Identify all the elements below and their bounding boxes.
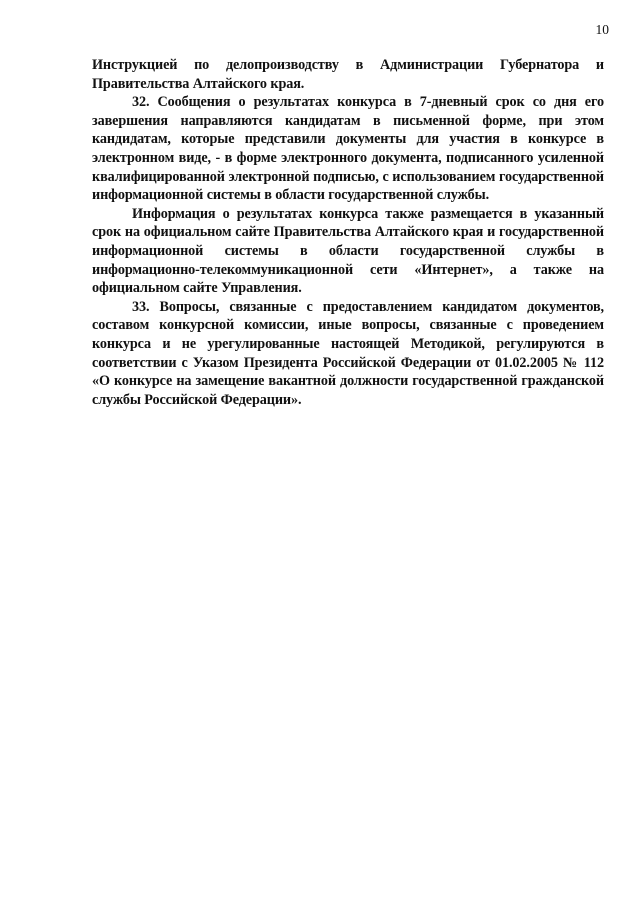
paragraph-continuation: Инструкцией по делопроизводству в Администрации Губернатора и Правительства Алтайского края. xyxy=(92,57,604,92)
paragraph-32: 32. Сообщения о результатах конкурса в 7-дневный срок со дня его завершения направляются кандидатам в письменной форме, при этом кандидатам, которые представили документы для участия в конкурсе в электронном виде, - в форме электронного документа, подписанного усиленной квалифицированной электронной подписью, с использованием государственной информационной системы в области государственной службы. xyxy=(92,94,604,204)
document-body xyxy=(92,56,604,409)
page-number: 10 xyxy=(595,22,609,37)
paragraph-results-info: Информация о результатах конкурса также размещается в указанный срок на официальном сайте Правительства Алтайского края и государственной информационной системы в области государственной службы в информационно-телекоммуникационной сети «Интернет», а также на официальном сайте Управления. xyxy=(92,205,604,297)
paragraph-33: 33. Вопросы, связанные с предоставлением кандидатом документов, составом конкурсной комиссии, иные вопросы, связанные с проведением конкурса и не урегулированные настоящей Методикой, регулируются в соответствии с Указом Президента Российской Федерации от 01.02.2005 № 112 «О конкурсе на замещение вакантной должности государственной гражданской службы Российской Федерации». xyxy=(92,298,604,408)
